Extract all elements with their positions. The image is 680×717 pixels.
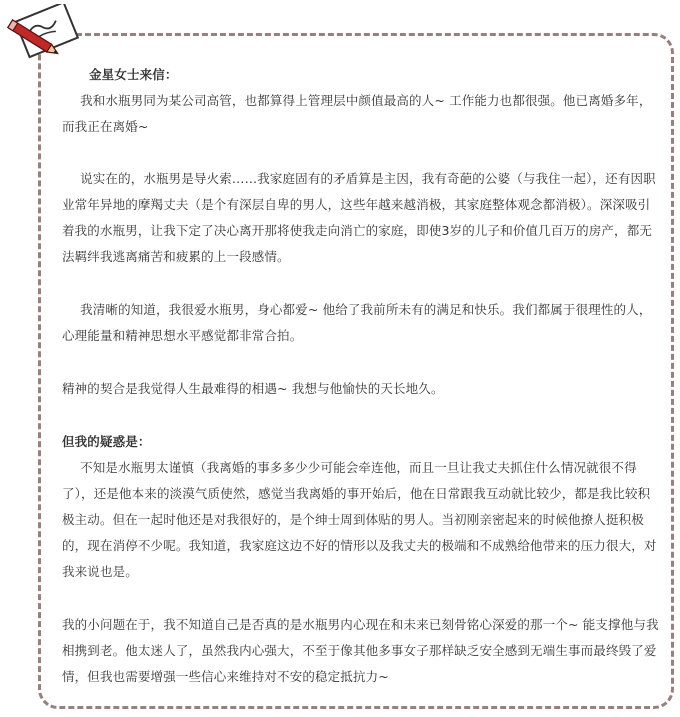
paragraph-intro: 我和水瓶男同为某公司高管，也都算得上管理层中颜值最高的人~ 工作能力也都很强。他已离婚多年，而我正在离婚~ xyxy=(62,93,652,134)
paragraph-doubt: 不知是水瓶男太谨慎（我离婚的事多多少少可能会牵连他，而且一旦让我丈夫抓住什么情况就很不得了），还是他本来的淡漠气质使然，感觉当我离婚的事开始后，他在日常跟我互动就比较少，都是我比较积极主动。但在一起时他还是对我很好的，是个绅士周到体贴的男人。当初刚亲密起来的时候他撩人挺积极的，现在消停不少呢。我知道，我家庭这边不好的情形以及我丈夫的极端和不成熟给他带来的压力很大，对我来说也是。 xyxy=(62,460,657,579)
letter-title: 金星女士来信： xyxy=(89,67,178,82)
paragraph-background: 说实在的，水瓶男是导火索……我家庭固有的矛盾算是主因，我有奇葩的公婆（与我住一起），还有因职业常年异地的摩羯丈夫（是个有深层自卑的男人，这些年越来越消极，其家庭整体观念都消极）。深深吸引着我的水瓶男，让我下定了决心离开那将使我走向消亡的家庭，即使3岁的儿子和价值几百万的房产，都无法羁绊我逃离痛苦和疲累的上一段感情。 xyxy=(62,171,656,264)
paragraph-spiritual: 精神的契合是我觉得人生最难得的相遇~ 我想与他愉快的天长地久。 xyxy=(62,381,444,396)
doubt-heading: 但我的疑惑是： xyxy=(62,434,151,449)
letter-content xyxy=(62,62,662,690)
letter-pencil-icon xyxy=(2,4,84,66)
paragraph-question: 我的小问题在于，我不知道自己是否真的是水瓶男内心现在和未来已刻骨铭心深爱的那一个~ 能支撑他与我相携到老。他太迷人了，虽然我内心强大，不至于像其他多事女子那样缺乏安全感到无端生事而最终毁了爱情，但我也需要增强一些信心来维持对不安的稳定抵抗力~ xyxy=(62,617,659,684)
paragraph-feelings: 我清晰的知道，我很爱水瓶男，身心都爱~ 他给了我前所未有的满足和快乐。我们都属于很理性的人，心理能量和精神思想水平感觉都非常合拍。 xyxy=(62,302,652,343)
